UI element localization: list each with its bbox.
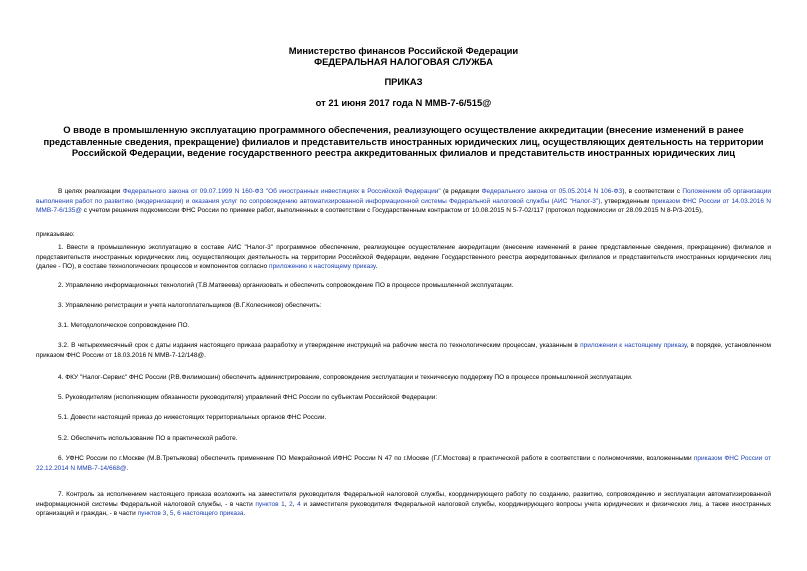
- item-7: [36, 490, 771, 519]
- separator: ,: [292, 500, 298, 508]
- link-order-135[interactable]: приказом ФНС России от 14.03.2016 N ММВ-7-6/135@: [36, 197, 771, 215]
- item-3-2: [36, 341, 771, 360]
- item-5-2: 5.2. Обеспечить использование ПО в практической работе.: [58, 435, 238, 442]
- item-1-text: 1. Ввести в промышленную эксплуатацию в составе АИС "Налог-3" программное обеспечение, реализующее осуществление аккредитации (внесение изменений в ранее представленные сведения, прекращение) филиалов и представительств иностранных юридических лиц, осуществляющих деятельность на территории Российской Федерации, ведение Государственного реестра аккредитованных филиалов и представительств иностранных юридических лиц (далее - ПО), в составе технологических процессов и компонентов согласно: [36, 244, 771, 271]
- item-3-2-text: 3.2. В четырехмесячный срок с даты издания настоящего приказа разработку и утверждение инструкций на рабочие места по технологическим процессам, указанным в: [58, 342, 581, 349]
- document-date-number: от 21 июня 2017 года N ММВ-7-6/515@: [315, 97, 492, 108]
- item-5-1: 5.1. Довести настоящий приказ до нижестоящих территориальных органов ФНС России.: [58, 414, 327, 421]
- separator: ,: [173, 510, 178, 518]
- link-appendix[interactable]: приложению к настоящему приказу: [269, 263, 376, 271]
- item-7-mid: и заместителя руководителя Федеральной налоговой службы, координирующего вопросы учета юридических и физических лиц, а также иностранных организаций и граждан, - в части: [36, 500, 772, 518]
- item-3: 3. Управлению регистрации и учета налогоплательщиков (В.Г.Колесников) обеспечить:: [58, 302, 322, 309]
- link-item-5[interactable]: 5: [169, 510, 174, 518]
- item-3-1: 3.1. Методологическое сопровождение ПО.: [58, 322, 190, 329]
- item-7-text: 7. Контроль за исполнением настоящего приказа возложить на заместителя руководителя Федеральной налоговой службы, координирующего работу по созданию, развитию, сопровождению и эксплуатации автоматизированной информационной системы Федеральной налоговой службы, - в части: [36, 491, 771, 508]
- item-1-end: .: [375, 263, 378, 271]
- item-5: 5. Руководителям (исполняющим обязанности руководителя) управлений ФНС России по субъектам Российской Федерации:: [58, 394, 438, 401]
- item-2: 2. Управлению информационных технологий (Т.В.Матвеева) организовать и обеспечить сопровождение ПО в процессе промышленной эксплуатации.: [58, 282, 514, 289]
- item-4: 4. ФКУ "Налог-Сервис" ФНС России (Р.В.Филимошин) обеспечить администрирование, сопровождение эксплуатации и техническую поддержку ПО в процессе промышленной эксплуатации.: [58, 374, 633, 381]
- preamble-text-2: (в редакции: [440, 188, 482, 195]
- item-6: [36, 454, 771, 473]
- service-name: ФЕДЕРАЛЬНАЯ НАЛОГОВАЯ СЛУЖБА: [314, 56, 493, 67]
- preamble-text-1: В целях реализации: [58, 188, 123, 195]
- link-order-668[interactable]: приказом ФНС России от 22.12.2014 N ММВ-7-14/668@: [36, 455, 771, 472]
- separator: ,: [166, 510, 170, 518]
- document-type: ПРИКАЗ: [384, 76, 423, 87]
- link-appendix-2[interactable]: приложении к настоящему приказу: [580, 342, 687, 349]
- order-word: приказываю:: [36, 231, 75, 238]
- link-item-1[interactable]: пунктов 1: [255, 500, 285, 508]
- item-6-text: 6. УФНС России по г.Москве (М.В.Третьякова) обеспечить применение ПО Межрайонной ИФНС России N 47 по г.Москве (Г.Г.Мостова) в практической работе в соответствии с полномочиями, возложенными: [58, 455, 694, 462]
- preamble-text-5: с учетом решения подкомиссии ФНС России по приемке работ, выполненных в соответствии с Государственным контрактом от 10.08.2015 N 5-7-02/117 (протокол подкомиссии от 28.09.2015 N 8-Р/3-2015),: [81, 207, 703, 215]
- link-federal-law-106[interactable]: Федерального закона от 05.05.2014 N 106-ФЗ: [481, 188, 623, 195]
- separator: ,: [284, 500, 290, 508]
- preamble-paragraph: [36, 187, 771, 216]
- item-7-end: .: [243, 510, 246, 518]
- link-item-6[interactable]: 6 настоящего приказа: [177, 510, 244, 518]
- item-6-end: .: [126, 464, 129, 472]
- document-title: О вводе в промышленную эксплуатацию программного обеспечения, реализующего осуществление аккредитации (внесение изменений в ранее представленные сведения, прекращение) филиалов и представительств иностранных юридических лиц, осуществляющих деятельность на территории Российской Федерации, ведение государственного реестра аккредитованных филиалов и представительств иностранных юридических лиц: [43, 124, 764, 158]
- link-item-3[interactable]: пунктов 3: [137, 510, 167, 518]
- link-item-2[interactable]: 2: [289, 500, 293, 508]
- ministry-name: Министерство финансов Российской Федерации: [288, 45, 519, 56]
- link-federal-law-160[interactable]: Федерального закона от 09.07.1999 N 160-ФЗ "Об иностранных инвестициях в Российской Федерации": [122, 188, 441, 195]
- preamble-text-3: ), в соответствии с: [622, 188, 683, 195]
- item-3-2-end: , в порядке, установленном приказом ФНС России от 18.03.2016 N ММВ-7-12/148@.: [36, 342, 771, 359]
- link-regulation-ais[interactable]: Положением об организации выполнения работ по развитию (модернизации) и оказания услуг по сопровождению автоматизированной информационной системы Федеральной налоговой службы (АИС "Налог-3"): [36, 188, 771, 205]
- preamble-text-4: , утвержденным: [600, 197, 652, 205]
- item-1: [36, 243, 771, 272]
- link-item-4[interactable]: 4: [297, 500, 301, 508]
